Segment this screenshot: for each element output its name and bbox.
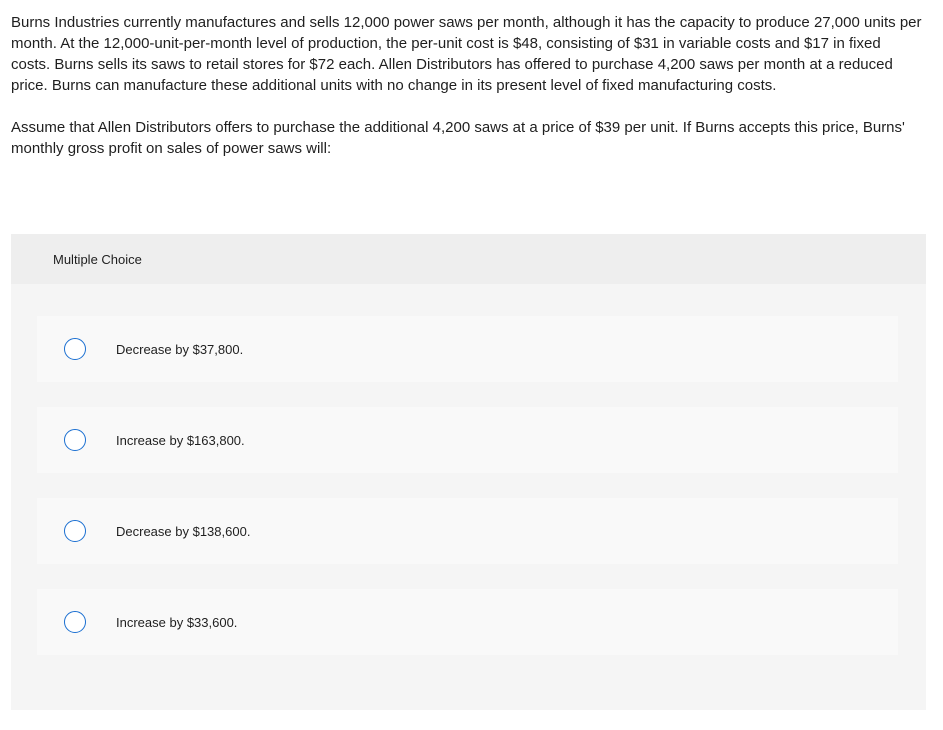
answer-option-label: Increase by $163,800.: [116, 432, 245, 448]
radio-button-icon[interactable]: [64, 429, 86, 451]
answer-option-label: Increase by $33,600.: [116, 614, 238, 630]
radio-button-icon[interactable]: [64, 611, 86, 633]
question-text: [11, 12, 923, 159]
multiple-choice-header: [11, 234, 926, 284]
answer-option-2[interactable]: [37, 407, 898, 473]
answer-option-label: Decrease by $37,800.: [116, 341, 244, 357]
answer-option-4[interactable]: [37, 589, 898, 655]
radio-button-icon[interactable]: [64, 520, 86, 542]
multiple-choice-title: Multiple Choice: [53, 251, 142, 267]
radio-button-icon[interactable]: [64, 338, 86, 360]
question-paragraph-2: Assume that Allen Distributors offers to purchase the additional 4,200 saws at a price of $39 per unit. If Burns accepts this price, Burns' monthly gross profit on sales of power saws will:: [11, 119, 905, 157]
answer-option-3[interactable]: [37, 498, 898, 564]
answer-option-1[interactable]: [37, 316, 898, 382]
question-paragraph-1: Burns Industries currently manufactures and sells 12,000 power saws per month, although it has the capacity to produce 27,000 units per month. At the 12,000-unit-per-month level of production, the per-unit cost is $48, consisting of $31 in variable costs and $17 in fixed costs. Burns sells its saws to retail stores for $72 each. Allen Distributors has offered to purchase 4,200 saws per month at a reduced price. Burns can manufacture these additional units with no change in its present level of fixed manufacturing costs.: [11, 14, 922, 94]
answer-option-label: Decrease by $138,600.: [116, 523, 251, 539]
multiple-choice-panel: [11, 234, 926, 710]
